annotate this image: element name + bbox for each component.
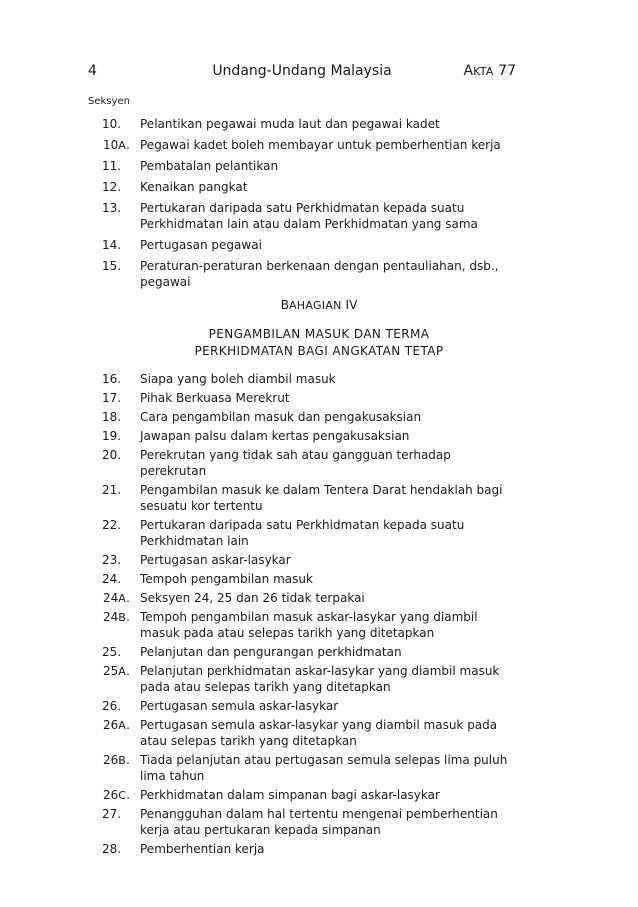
section-title: Pertukaran daripada satu Perkhidmatan kepada suatu Perkhidmatan lain	[140, 518, 465, 548]
section-number: 23.	[102, 553, 122, 567]
toc-entry	[88, 237, 518, 253]
section-title: Perkhidmatan dalam simpanan bagi askar-lasykar	[140, 788, 440, 802]
toc-entry	[88, 137, 518, 153]
toc-entry	[88, 644, 518, 660]
section-number: 22.	[102, 518, 122, 532]
section-number: 26B.	[103, 753, 130, 767]
section-number: 12.	[102, 180, 122, 194]
section-number: 26C.	[103, 788, 131, 802]
section-number: 21.	[102, 483, 122, 497]
section-number: 26.	[102, 699, 122, 713]
section-number: 24.	[102, 572, 122, 586]
toc-list-a	[88, 116, 518, 295]
section-number: 26A.	[103, 718, 130, 732]
section-title: Pelanjutan perkhidmatan askar-lasykar yang diambil masuk pada atau selepas tarikh yang ditetapkan	[140, 664, 500, 694]
section-title: Jawapan palsu dalam kertas pengakusaksian	[140, 429, 410, 443]
toc-entry	[88, 428, 518, 444]
part-label: BAHAGIAN IV	[280, 298, 358, 312]
toc-entry	[88, 158, 518, 174]
section-title: Pertugasan semula askar-lasykar yang diambil masuk pada atau selepas tarikh yang ditetapkan	[140, 718, 498, 748]
toc-entry	[88, 517, 518, 549]
section-title: Pertugasan pegawai	[140, 238, 262, 252]
page-number: 4	[88, 63, 97, 79]
section-number: 25.	[102, 645, 122, 659]
toc-entry	[88, 841, 518, 857]
section-title: Tempoh pengambilan masuk	[140, 572, 313, 586]
section-title: Tiada pelanjutan atau pertugasan semula selepas lima puluh lima tahun	[140, 753, 508, 783]
section-number: 19.	[102, 429, 122, 443]
section-number: 27.	[102, 807, 122, 821]
section-title: Penangguhan dalam hal tertentu mengenai pemberhentian kerja atau pertukaran kepada simpanan	[140, 807, 498, 837]
section-title: Pegawai kadet boleh membayar untuk pemberhentian kerja	[140, 138, 501, 152]
section-number: 24A.	[103, 591, 130, 605]
section-title: Pihak Berkuasa Merekrut	[140, 391, 290, 405]
toc-entry	[88, 371, 518, 387]
section-number: 16.	[102, 372, 122, 386]
section-title: Pertukaran daripada satu Perkhidmatan kepada suatu Perkhidmatan lain atau dalam Perkhidmatan yang sama	[140, 201, 478, 231]
toc-entry	[88, 806, 518, 838]
section-number: 10A.	[103, 138, 130, 152]
section-title: Pembatalan pelantikan	[140, 159, 279, 173]
toc-entry	[88, 409, 518, 425]
running-title: Undang-Undang Malaysia	[212, 63, 392, 79]
toc-entry	[88, 752, 518, 784]
part-title-line-1: PENGAMBILAN MASUK DAN TERMA	[208, 327, 430, 341]
section-title: Pertugasan semula askar-lasykar	[140, 699, 339, 713]
section-title: Seksyen 24, 25 dan 26 tidak terpakai	[140, 591, 365, 605]
toc-entry	[88, 571, 518, 587]
section-number: 28.	[102, 842, 122, 856]
page-header	[88, 63, 516, 85]
toc-list-b	[88, 371, 518, 860]
toc-entry	[88, 447, 518, 479]
toc-entry	[88, 698, 518, 714]
section-title: Pemberhentian kerja	[140, 842, 265, 856]
section-number: 18.	[102, 410, 122, 424]
toc-entry	[88, 116, 518, 132]
section-number: 11.	[102, 159, 122, 173]
section-number: 14.	[102, 238, 122, 252]
section-number: 10.	[102, 117, 122, 131]
act-number: AKTA 77	[463, 63, 516, 79]
toc-entry	[88, 590, 518, 606]
seksyen-label: Seksyen	[88, 96, 130, 107]
section-title: Tempoh pengambilan masuk askar-lasykar yang diambil masuk pada atau selepas tarikh yang ditetapkan	[140, 610, 478, 640]
section-number: 20.	[102, 448, 122, 462]
section-number: 24B.	[103, 610, 130, 624]
section-title: Pelanjutan dan pengurangan perkhidmatan	[140, 645, 402, 659]
section-number: 17.	[102, 391, 122, 405]
section-title: Pelantikan pegawai muda laut dan pegawai kadet	[140, 117, 440, 131]
section-title: Kenaikan pangkat	[140, 180, 248, 194]
section-number: 13.	[102, 201, 122, 215]
toc-entry	[88, 663, 518, 695]
toc-entry	[88, 258, 518, 290]
toc-entry	[88, 552, 518, 568]
toc-entry	[88, 717, 518, 749]
section-number: 15.	[102, 259, 122, 273]
section-title: Peraturan-peraturan berkenaan dengan pentauliahan, dsb., pegawai	[140, 259, 499, 289]
section-number: 25A.	[103, 664, 130, 678]
section-title: Siapa yang boleh diambil masuk	[140, 372, 336, 386]
section-title: Perekrutan yang tidak sah atau gangguan terhadap perekrutan	[140, 448, 451, 478]
toc-entry	[88, 482, 518, 514]
toc-entry	[88, 179, 518, 195]
toc-entry	[88, 200, 518, 232]
toc-entry	[88, 787, 518, 803]
section-title: Cara pengambilan masuk dan pengakusaksian	[140, 410, 422, 424]
section-title: Pertugasan askar-lasykar	[140, 553, 291, 567]
toc-entry	[88, 609, 518, 641]
toc-entry	[88, 390, 518, 406]
section-title: Pengambilan masuk ke dalam Tentera Darat hendaklah bagi sesuatu kor tertentu	[140, 483, 503, 513]
part-title-line-2: PERKHIDMATAN BAGI ANGKATAN TETAP	[194, 344, 444, 358]
